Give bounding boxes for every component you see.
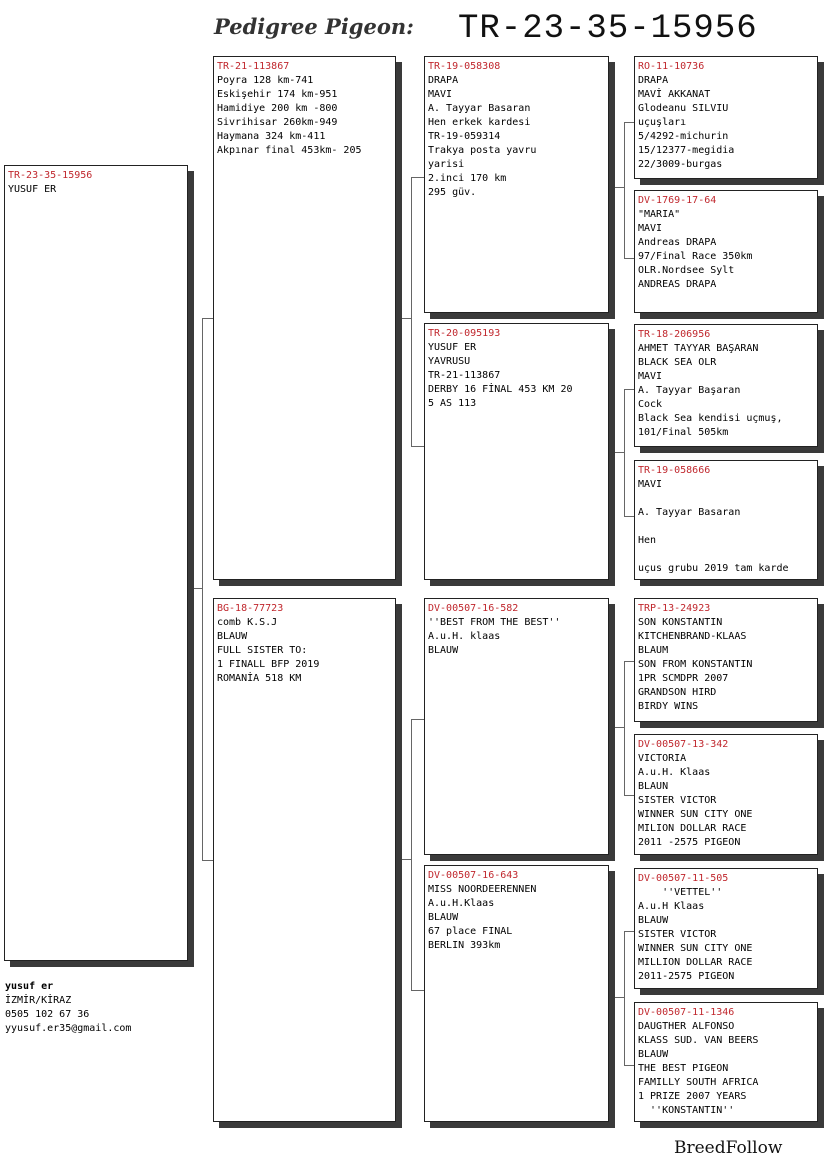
ddd-line: 1 PRIZE 2007 YEARS bbox=[638, 1091, 747, 1102]
sds-line: AHMET TAYYAR BAŞARAN bbox=[638, 343, 759, 354]
subject-card[interactable] bbox=[4, 165, 188, 961]
dds-ring: DV-00507-11-505 bbox=[638, 873, 729, 884]
dam-sire-line: BLAUW bbox=[428, 645, 459, 656]
sdd-line: Hen bbox=[638, 535, 657, 546]
ddd-card[interactable] bbox=[634, 1002, 818, 1122]
sire-sire-line: Hen erkek kardesi bbox=[428, 117, 531, 128]
sdd-ring: TR-19-058666 bbox=[638, 465, 711, 476]
sss-line: 5/4292-michurin bbox=[638, 131, 729, 142]
sire-dam-line: 5 AS 113 bbox=[428, 398, 477, 409]
dss-card[interactable] bbox=[634, 598, 818, 722]
sss-line: 15/12377-megidia bbox=[638, 145, 735, 156]
dsd-ring: DV-00507-13-342 bbox=[638, 739, 729, 750]
sire-sire-line: 2.inci 170 km bbox=[428, 173, 507, 184]
connector-stub-sd bbox=[609, 452, 624, 453]
dds-line: ''VETTEL'' bbox=[638, 887, 723, 898]
dsd-line: BLAUN bbox=[638, 781, 669, 792]
sire-sire-line: A. Tayyar Basaran bbox=[428, 103, 531, 114]
sire-dam-line: YAVRUSU bbox=[428, 356, 471, 367]
sire-sire-line: TR-19-059314 bbox=[428, 131, 501, 142]
ssd-card[interactable] bbox=[634, 190, 818, 313]
connector-stub-sire bbox=[396, 318, 411, 319]
dam-line: comb K.S.J bbox=[217, 617, 278, 628]
ddd-line: FAMILLY SOUTH AFRICA bbox=[638, 1077, 759, 1088]
sds-line: Black Sea kendisi uçmuş, bbox=[638, 413, 783, 424]
sds-line: A. Tayyar Başaran bbox=[638, 385, 741, 396]
sire-line: Hamidiye 200 km -800 bbox=[217, 103, 338, 114]
dam-sire-line: ''BEST FROM THE BEST'' bbox=[428, 617, 561, 628]
dam-dam-line: A.u.H.Klaas bbox=[428, 898, 495, 909]
ddd-line: ''KONSTANTIN'' bbox=[638, 1105, 735, 1116]
sdd-line: A. Tayyar Basaran bbox=[638, 507, 741, 518]
ssd-line: ANDREAS DRAPA bbox=[638, 279, 717, 290]
sire-dam-card[interactable] bbox=[424, 323, 609, 580]
sire-line: Sivrihisar 260km-949 bbox=[217, 117, 338, 128]
owner-name: yusuf er bbox=[5, 981, 54, 992]
connector-stub-dd bbox=[609, 997, 624, 998]
sds-card[interactable] bbox=[634, 324, 818, 447]
dss-line: 1PR SCMDPR 2007 bbox=[638, 673, 729, 684]
dam-dam-line: 67 place FINAL bbox=[428, 926, 513, 937]
sdd-card[interactable] bbox=[634, 460, 818, 580]
dsd-line: MILION DOLLAR RACE bbox=[638, 823, 747, 834]
dam-line: BLAUW bbox=[217, 631, 248, 642]
ssd-line: MAVI bbox=[638, 223, 663, 234]
sss-line: DRAPA bbox=[638, 75, 669, 86]
dss-ring: TRP-13-24923 bbox=[638, 603, 711, 614]
sire-line: Poyra 128 km-741 bbox=[217, 75, 314, 86]
sds-line: MAVI bbox=[638, 371, 663, 382]
sire-sire-line: yarisi bbox=[428, 159, 465, 170]
owner-location: İZMİR/KİRAZ bbox=[5, 995, 72, 1006]
ssd-line: OLR.Nordsee Sylt bbox=[638, 265, 735, 276]
dam-sire-card[interactable] bbox=[424, 598, 609, 855]
sss-line: MAVİ AKKANAT bbox=[638, 89, 711, 100]
dam-card[interactable] bbox=[213, 598, 396, 1122]
dam-sire-line: A.u.H. klaas bbox=[428, 631, 501, 642]
dsd-line: WINNER SUN CITY ONE bbox=[638, 809, 753, 820]
connector-gen2-dam bbox=[411, 719, 425, 991]
dds-line: BLAUW bbox=[638, 915, 669, 926]
connector-stub-dam bbox=[396, 859, 411, 860]
ssd-line: "MARIA" bbox=[638, 209, 681, 220]
dss-line: BIRDY WINS bbox=[638, 701, 699, 712]
connector-gen2-sire bbox=[411, 177, 425, 447]
dss-line: BLAUM bbox=[638, 645, 669, 656]
dss-line: SON FROM KONSTANTIN bbox=[638, 659, 753, 670]
ddd-line: BLAUW bbox=[638, 1049, 669, 1060]
dsd-line: SISTER VICTOR bbox=[638, 795, 717, 806]
dss-line: SON KONSTANTIN bbox=[638, 617, 723, 628]
pedigree-title-label: Pedigree Pigeon: bbox=[214, 14, 414, 39]
sire-dam-ring: TR-20-095193 bbox=[428, 328, 501, 339]
dam-dam-line: BERLIN 393km bbox=[428, 940, 501, 951]
dsd-card[interactable] bbox=[634, 734, 818, 855]
sdd-line: MAVI bbox=[638, 479, 663, 490]
sire-line: Akpınar final 453km- 205 bbox=[217, 145, 362, 156]
sire-sire-line: Trakya posta yavru bbox=[428, 145, 537, 156]
dsd-line: A.u.H. Klaas bbox=[638, 767, 711, 778]
sire-ring: TR-21-113867 bbox=[217, 61, 290, 72]
pedigree-ring-title: TR-23-35-15956 bbox=[458, 10, 758, 48]
dds-line: 2011-2575 PIGEON bbox=[638, 971, 735, 982]
dds-line: MILLION DOLLAR RACE bbox=[638, 957, 753, 968]
dam-dam-line: BLAUW bbox=[428, 912, 459, 923]
ssd-ring: DV-1769-17-64 bbox=[638, 195, 717, 206]
sdd-line bbox=[638, 492, 814, 506]
subject-line: YUSUF ER bbox=[8, 184, 57, 195]
owner-phone: 0505 102 67 36 bbox=[5, 1009, 90, 1020]
dds-card[interactable] bbox=[634, 868, 818, 989]
ddd-ring: DV-00507-11-1346 bbox=[638, 1007, 735, 1018]
dam-line: FULL SISTER TO: bbox=[217, 645, 308, 656]
sire-sire-line: DRAPA bbox=[428, 75, 459, 86]
dss-line: KITCHENBRAND-KLAAS bbox=[638, 631, 747, 642]
dsd-line: 2011 -2575 PIGEON bbox=[638, 837, 741, 848]
dss-line: GRANDSON HIRD bbox=[638, 687, 717, 698]
connector-stub-ds bbox=[609, 727, 624, 728]
sss-ring: RO-11-10736 bbox=[638, 61, 705, 72]
dam-dam-ring: DV-00507-16-643 bbox=[428, 870, 519, 881]
sds-ring: TR-18-206956 bbox=[638, 329, 711, 340]
sire-dam-line: TR-21-113867 bbox=[428, 370, 501, 381]
dam-line: 1 FINALL BFP 2019 bbox=[217, 659, 320, 670]
dam-line: ROMANİA 518 KM bbox=[217, 673, 302, 684]
sds-line: BLACK SEA OLR bbox=[638, 357, 717, 368]
sdd-line: uçus grubu 2019 tam karde bbox=[638, 563, 789, 574]
connector-stub-subject bbox=[188, 588, 202, 589]
sire-sire-card[interactable] bbox=[424, 56, 609, 313]
sdd-line bbox=[638, 520, 814, 534]
sire-card[interactable] bbox=[213, 56, 396, 580]
sss-card[interactable] bbox=[634, 56, 818, 179]
dsd-line: VICTORIA bbox=[638, 753, 687, 764]
sss-line: 22/3009-burgas bbox=[638, 159, 723, 170]
sire-dam-line: YUSUF ER bbox=[428, 342, 477, 353]
ddd-line: THE BEST PIGEON bbox=[638, 1063, 729, 1074]
sds-line: 101/Final 505km bbox=[638, 427, 729, 438]
dds-line: WINNER SUN CITY ONE bbox=[638, 943, 753, 954]
dam-sire-ring: DV-00507-16-582 bbox=[428, 603, 519, 614]
sss-line: Glodeanu SILVIU bbox=[638, 103, 729, 114]
brand-logo-text: BreedFollow bbox=[674, 1138, 783, 1158]
sire-line: Eskişehir 174 km-951 bbox=[217, 89, 338, 100]
ddd-line: KLASS SUD. VAN BEERS bbox=[638, 1035, 759, 1046]
ssd-line: Andreas DRAPA bbox=[638, 237, 717, 248]
sire-line: Haymana 324 km-411 bbox=[217, 131, 326, 142]
dds-line: SISTER VICTOR bbox=[638, 929, 717, 940]
sire-dam-line: DERBY 16 FİNAL 453 KM 20 bbox=[428, 384, 573, 395]
dam-dam-card[interactable] bbox=[424, 865, 609, 1122]
sire-sire-line: 295 güv. bbox=[428, 187, 477, 198]
sds-line: Cock bbox=[638, 399, 663, 410]
sss-line: uçuşları bbox=[638, 117, 687, 128]
dds-line: A.u.H Klaas bbox=[638, 901, 705, 912]
subject-ring: TR-23-35-15956 bbox=[8, 170, 93, 181]
dam-dam-line: MISS NOORDEERENNEN bbox=[428, 884, 537, 895]
ssd-line: 97/Final Race 350km bbox=[638, 251, 753, 262]
sire-sire-ring: TR-19-058308 bbox=[428, 61, 501, 72]
owner-email[interactable]: yyusuf.er35@gmail.com bbox=[5, 1023, 132, 1034]
owner-info bbox=[5, 980, 131, 1036]
sire-sire-line: MAVI bbox=[428, 89, 453, 100]
ddd-line: DAUGTHER ALFONSO bbox=[638, 1021, 735, 1032]
sdd-line bbox=[638, 548, 814, 562]
connector-stub-ss bbox=[609, 187, 624, 188]
dam-ring: BG-18-77723 bbox=[217, 603, 284, 614]
